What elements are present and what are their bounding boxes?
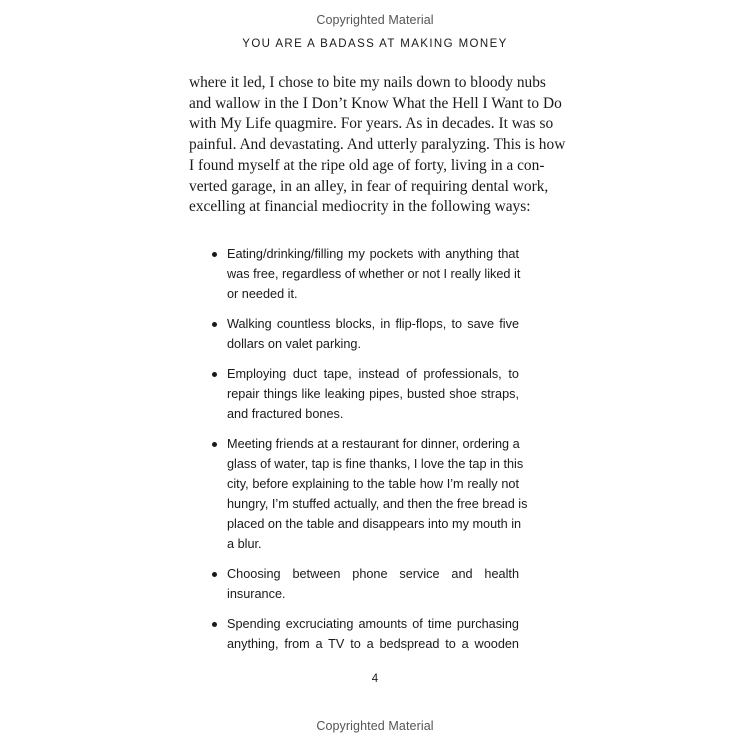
bullet-line: Spending excruciating amounts of time purchasing xyxy=(227,617,519,631)
bullet-item xyxy=(227,434,528,554)
bullet-item xyxy=(227,244,519,304)
bullet-line: Choosing between phone service and health xyxy=(227,567,519,581)
paragraph-line: verted garage, in an alley, in fear of requiring dental work, xyxy=(189,177,549,195)
bullet-line: repair things like leaking pipes, busted shoe straps, xyxy=(227,387,519,401)
bullet-dot-icon xyxy=(212,622,217,627)
bullet-line: Walking countless blocks, in flip-flops, to save five xyxy=(227,317,519,331)
bullet-line: was free, regardless of whether or not I really liked it xyxy=(227,267,521,281)
bullet-line: city, before explaining to the table how I’m really not xyxy=(227,477,519,491)
body-paragraph xyxy=(189,73,566,218)
bullet-line: hungry, I’m stuffed actually, and then the free bread is xyxy=(227,497,528,511)
paragraph-line: and wallow in the I Don’t Know What the Hell I Want to Do xyxy=(189,94,562,112)
bullet-line: dollars on valet parking. xyxy=(227,337,361,351)
bullet-line: placed on the table and disappears into my mouth in xyxy=(227,517,522,531)
bullet-line: Employing duct tape, instead of professionals, to xyxy=(227,367,519,381)
paragraph-line: with My Life quagmire. For years. As in decades. It was so xyxy=(189,115,554,133)
bullet-line: Eating/drinking/filling my pockets with anything that xyxy=(227,247,519,261)
paragraph-line: painful. And devastating. And utterly paralyzing. This is how xyxy=(189,136,566,154)
bullet-dot-icon xyxy=(212,322,217,327)
running-head: YOU ARE A BADASS AT MAKING MONEY xyxy=(242,38,508,50)
paragraph-line: where it led, I chose to bite my nails down to bloody nubs xyxy=(189,74,546,91)
bullet-line: a blur. xyxy=(227,537,262,551)
copyright-watermark-bottom: Copyrighted Material xyxy=(316,719,434,733)
bullet-line: anything, from a TV to a bedspread to a wooden xyxy=(227,637,519,651)
page-number: 4 xyxy=(371,673,379,685)
bullet-list xyxy=(227,244,528,664)
bullet-item xyxy=(227,314,519,354)
bullet-line: or needed it. xyxy=(227,287,298,301)
bullet-item xyxy=(227,564,519,604)
paragraph-line: I found myself at the ripe old age of forty, living in a con- xyxy=(189,156,545,174)
bullet-line: Meeting friends at a restaurant for dinner, ordering a xyxy=(227,437,520,451)
bullet-dot-icon xyxy=(212,442,217,447)
paragraph-line: excelling at financial mediocrity in the following ways: xyxy=(189,198,531,216)
copyright-watermark-top: Copyrighted Material xyxy=(316,13,434,27)
bullet-dot-icon xyxy=(212,252,217,257)
bullet-dot-icon xyxy=(212,372,217,377)
bullet-line: glass of water, tap is fine thanks, I love the tap in this xyxy=(227,457,524,471)
bullet-item xyxy=(227,614,519,654)
bullet-line: and fractured bones. xyxy=(227,407,344,421)
bullet-line: insurance. xyxy=(227,587,286,601)
bullet-dot-icon xyxy=(212,572,217,577)
bullet-item xyxy=(227,364,519,424)
